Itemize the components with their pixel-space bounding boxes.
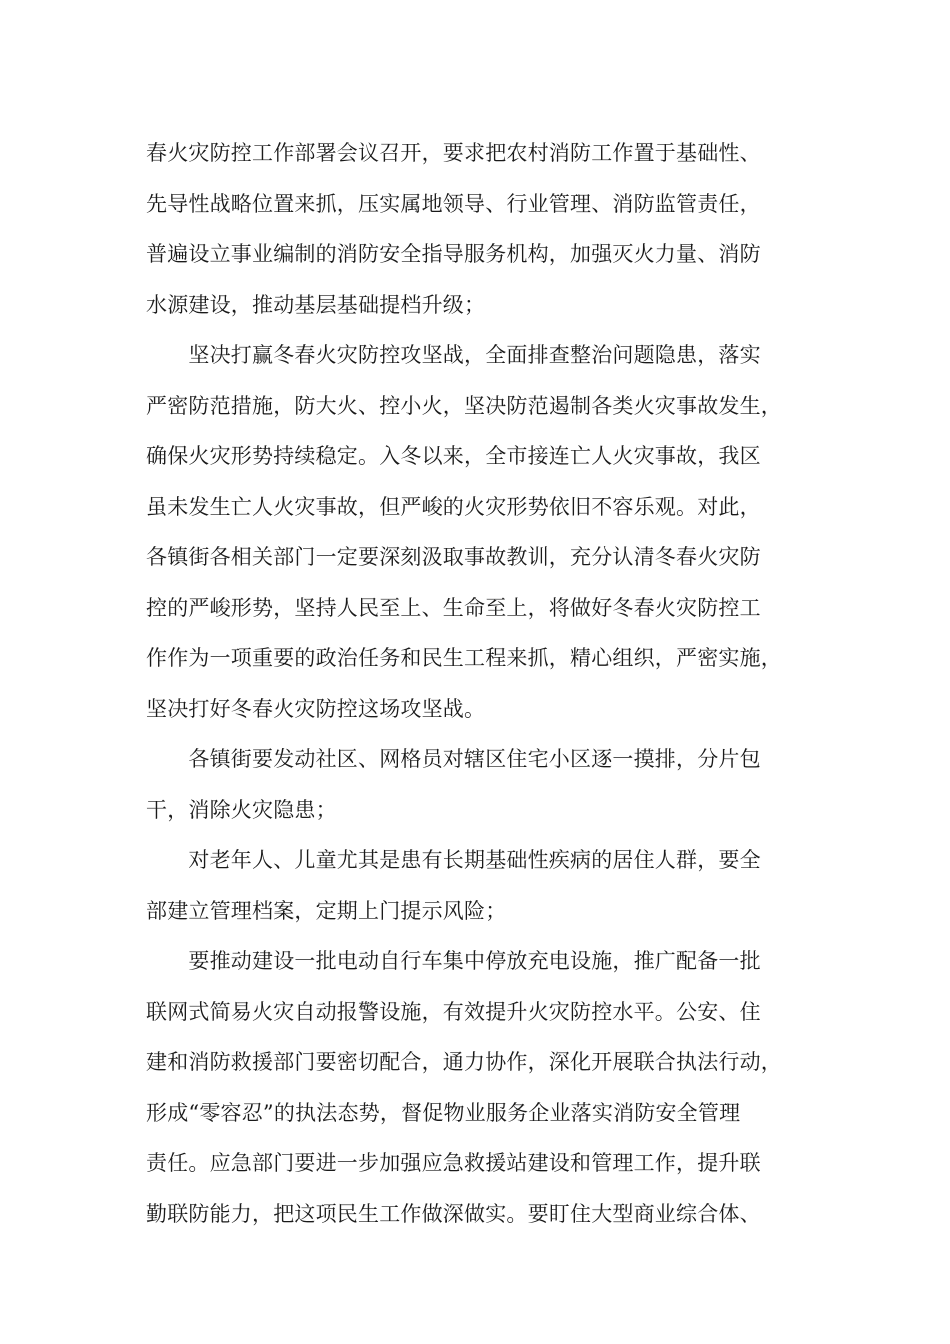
paragraph-1: 春火灾防控工作部署会议召开，要求把农村消防工作置于基础性、 先导性战略位置来抓，压实属地领导、行业管理、消防监管责任， 普遍设立事业编制的消防安全指导服务机构，加强灭火力量、消防 水源建设，推动基层基础提档升级；	[146, 141, 761, 317]
paragraph-3: 各镇街要发动社区、网格员对辖区住宅小区逐一摸排，分片包 干，消除火灾隐患；	[146, 747, 761, 822]
document-body	[146, 128, 826, 1239]
paragraph-5: 要推动建设一批电动自行车集中停放充电设施，推广配备一批 联网式简易火灾自动报警设施，有效提升火灾防控水平。公安、住 建和消防救援部门要密切配合，通力协作，深化开展联合执法行动， 形成“零容忍”的执法态势，督促物业服务企业落实消防安全管理 责任。应急部门要进一步加强应急救援站建设和管理工作，提升联 勤联防能力，把这项民生工作做深做实。要盯住大型商业综合体、	[146, 949, 782, 1226]
paragraph-2: 坚决打赢冬春火灾防控攻坚战，全面排查整治问题隐患，落实 严密防范措施，防大火、控小火，坚决防范遏制各类火灾事故发生， 确保火灾形势持续稳定。入冬以来，全市接连亡人火灾事故，我区 虽未发生亡人火灾事故，但严峻的火灾形势依旧不容乐观。对此， 各镇街各相关部门一定要深刻汲取事故教训，充分认清冬春火灾防 控的严峻形势，坚持人民至上、生命至上，将做好冬春火灾防控工 作作为一项重要的政治任务和民生工程来抓，精心组织，严密实施， 坚决打好冬春火灾防控这场攻坚战。	[146, 343, 782, 721]
paragraph-4: 对老年人、儿童尤其是患有长期基础性疾病的居住人群，要全 部建立管理档案，定期上门提示风险；	[146, 848, 761, 923]
